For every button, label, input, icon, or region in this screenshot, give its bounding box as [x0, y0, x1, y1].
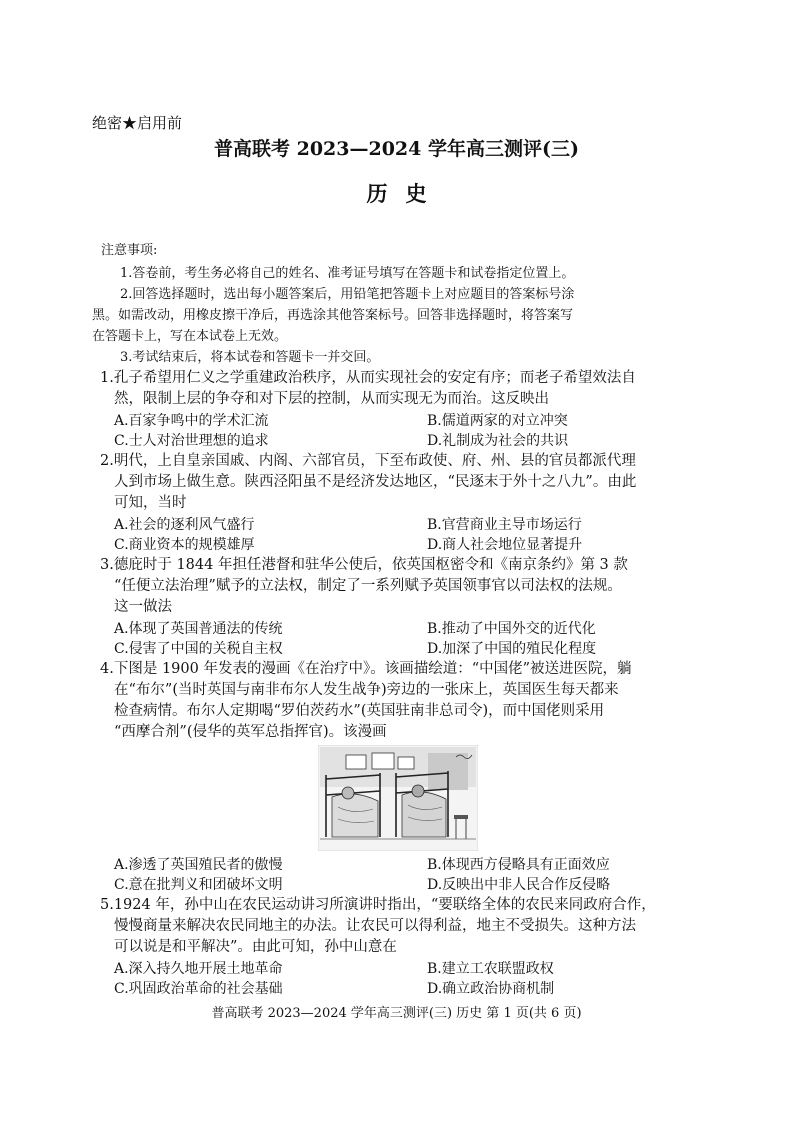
question-4-line: 在“布尔”(当时英国与南非布尔人发生战争)旁边的一张床上，英国医生每天都来 — [114, 682, 619, 698]
question-3-option-a: A.体现了英国普通法的传统 — [114, 621, 283, 637]
notice-line: 黑。如需改动，用橡皮擦干净后，再选涂其他答案标号。回答非选择题时，将答案写 — [92, 308, 574, 323]
question-3-line: “任便立法治理”赋予的立法权，制定了一系列赋予英国领事官以司法权的法规。 — [114, 578, 622, 594]
question-3-line: 这一做法 — [114, 599, 172, 615]
page-footer: 普高联考 2023—2024 学年高三测评(三) 历史 第 1 页(共 6 页) — [211, 1006, 582, 1021]
question-1-line: 1.孔子希望用仁义之学重建政治秩序，从而实现社会的安定有序；而老子希望效法自 — [100, 370, 636, 386]
question-3-option-b: B.推动了中国外交的近代化 — [427, 621, 596, 637]
question-3-option-d: D.加深了中国的殖民化程度 — [427, 641, 597, 657]
notice-heading: 注意事项: — [101, 243, 158, 258]
question-2-line: 人到市场上做生意。陕西泾阳虽不是经济发达地区，“民逐末于外十之八九”。由此 — [114, 474, 637, 490]
question-5-line: 慢慢商量来解决农民同地主的办法。让农民可以得利益，地主不受损失。这种方法 — [114, 918, 636, 934]
cartoon-image — [318, 745, 478, 851]
question-4-line: 检查病情。布尔人定期喝“罗伯茨药水”(英国驻南非总司令)，而中国佬则采用 — [114, 703, 605, 719]
question-4-option-a: A.渗透了英国殖民者的傲慢 — [114, 857, 283, 873]
question-1-line: 然，限制上层的争夺和对下层的控制，从而实现无为而治。这反映出 — [114, 391, 549, 407]
notice-line: 3.考试结束后，将本试卷和答题卡一并交回。 — [120, 350, 380, 365]
question-5-option-c: C.巩固政治革命的社会基础 — [114, 981, 283, 997]
question-3-option-c: C.侵害了中国的关税自主权 — [114, 641, 283, 657]
question-1-option-a: A.百家争鸣中的学术汇流 — [114, 413, 269, 429]
question-1-option-c: C.士人对治世理想的追求 — [114, 433, 269, 449]
question-4-option-d: D.反映出中非人民合作反侵略 — [427, 877, 611, 893]
notice-line: 在答题卡上，写在本试卷上无效。 — [92, 329, 288, 344]
notice-line: 1.答卷前，考生务必将自己的姓名、准考证号填写在答题卡和试卷指定位置上。 — [120, 266, 575, 281]
question-5-line: 5.1924 年，孙中山在农民运动讲习所演讲时指出，“要联络全体的农民来同政府合作， — [100, 897, 656, 913]
question-2-line: 2.明代，上自皇亲国戚、内阁、六部官员，下至布政使、府、州、县的官员都派代理 — [100, 453, 636, 469]
confidential-label: 绝密★启用前 — [92, 114, 183, 132]
question-2-option-b: B.官营商业主导市场运行 — [427, 517, 582, 533]
question-4-line: “西摩合剂”(侵华的英军总指挥官)。该漫画 — [114, 724, 387, 740]
notice-line: 2.回答选择题时，选出每小题答案后，用铅笔把答题卡上对应题目的答案标号涂 — [120, 287, 575, 302]
subject-title: 历史 — [366, 181, 445, 206]
question-5-line: 可以说是和平解决”。由此可知，孙中山意在 — [114, 939, 397, 955]
question-5-option-b: B.建立工农联盟政权 — [427, 961, 554, 977]
question-1-option-d: D.礼制成为社会的共识 — [427, 433, 569, 449]
question-4-line: 4.下图是 1900 年发表的漫画《在治疗中》。该画描绘道：“中国佬”被送进医院，躺 — [100, 661, 632, 677]
question-4-option-b: B.体现西方侵略具有正面效应 — [427, 857, 610, 873]
exam-title: 普高联考 2023—2024 学年高三测评(三) — [214, 138, 579, 160]
question-2-option-c: C.商业资本的规模雄厚 — [114, 537, 255, 553]
question-3-line: 3.德庇时于 1844 年担任港督和驻华公使后，依英国枢密令和《南京条约》第 3 款 — [100, 557, 628, 573]
question-5-option-a: A.深入持久地开展土地革命 — [114, 961, 283, 977]
question-5-option-d: D.确立政治协商机制 — [427, 981, 555, 997]
question-1-option-b: B.儒道两家的对立冲突 — [427, 413, 568, 429]
question-4-option-c: C.意在批判义和团破坏文明 — [114, 877, 283, 893]
question-2-option-d: D.商人社会地位显著提升 — [427, 537, 583, 553]
question-2-line: 可知，当时 — [114, 495, 187, 511]
question-2-option-a: A.社会的逐利风气盛行 — [114, 517, 255, 533]
